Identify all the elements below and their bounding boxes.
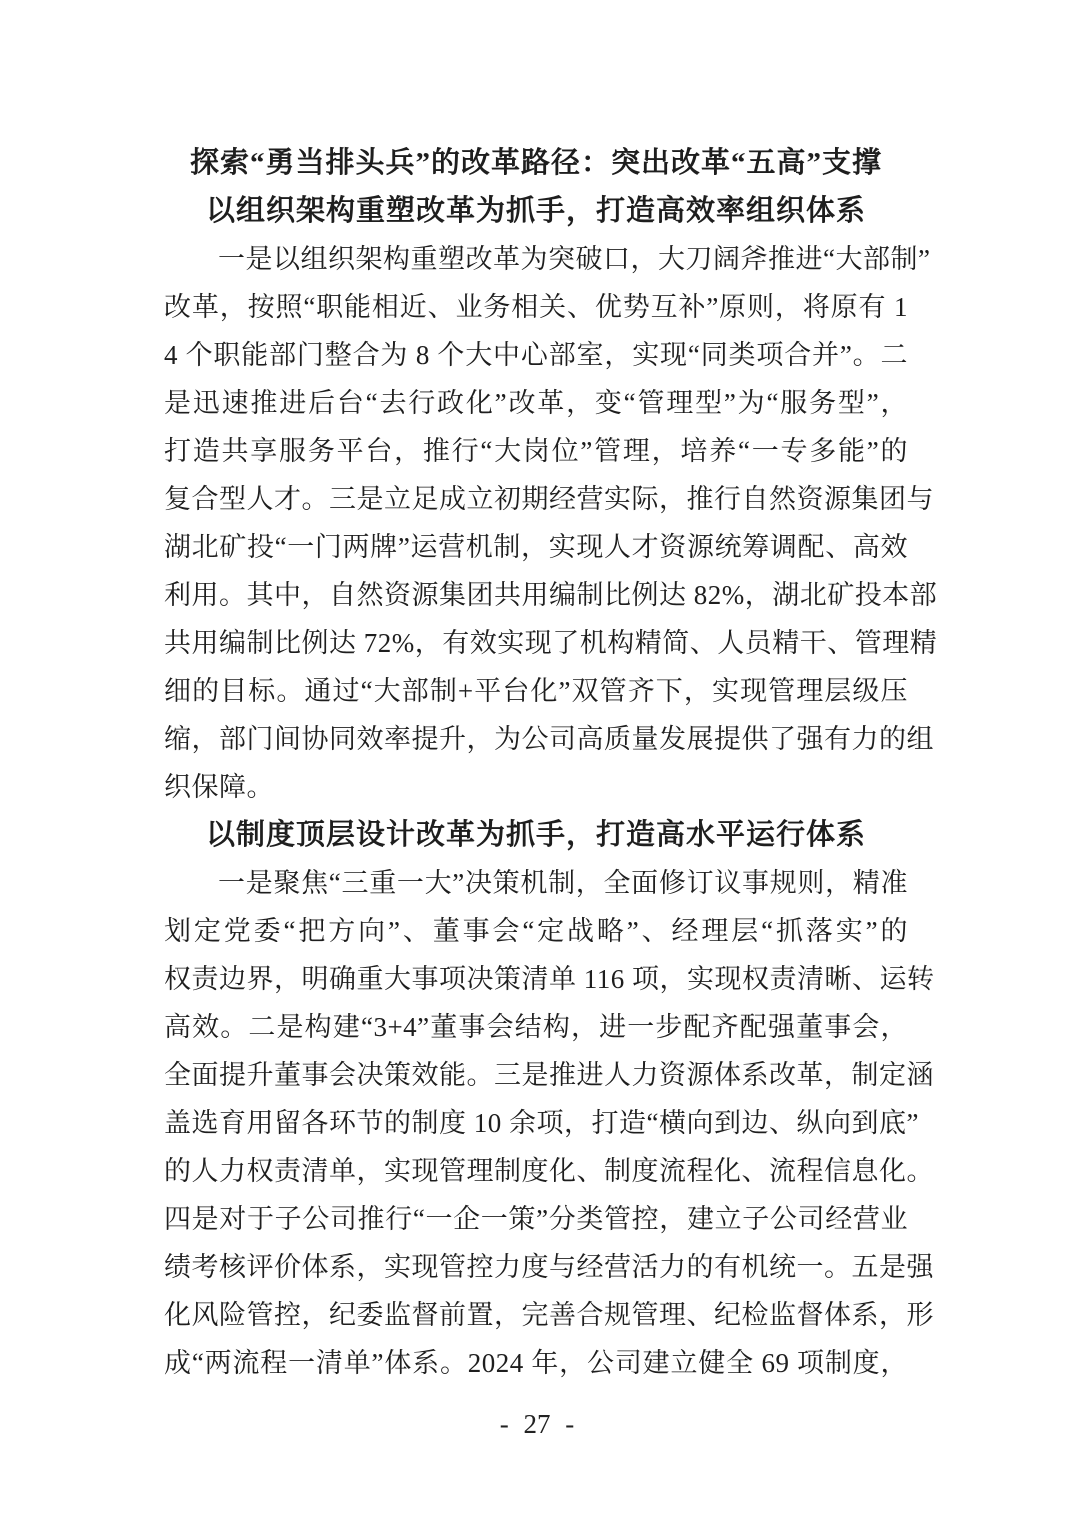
- section-heading: 以制度顶层设计改革为抓手，打造高水平运行体系: [205, 819, 866, 851]
- text-line: 全面提升董事会决策效能。三是推进人力资源体系改革，制定涵: [164, 1060, 934, 1090]
- text-line: 的人力权责清单，实现管理制度化、制度流程化、流程信息化。: [164, 1156, 934, 1186]
- text-line: 打造共享服务平台，推行“大岗位”管理，培养“一专多能”的: [164, 436, 908, 466]
- text-line: 权责边界，明确重大事项决策清单 116 项，实现权责清晰、运转: [164, 964, 935, 994]
- page-number: - 27 -: [499, 1409, 575, 1439]
- text-line: 共用编制比例达 72%，有效实现了机构精简、人员精干、管理精: [164, 628, 938, 658]
- text-line: 湖北矿投“一门两牌”运营机制，实现人才资源统筹调配、高效: [164, 532, 908, 562]
- text-line: 绩考核评价体系，实现管控力度与经营活力的有机统一。五是强: [164, 1252, 934, 1282]
- text-line: 是迅速推进后台“去行政化”改革，变“管理型”为“服务型”，: [164, 388, 908, 418]
- text-line: 织保障。: [164, 772, 274, 802]
- text-line: 划定党委“把方向”、董事会“定战略”、经理层“抓落实”的: [164, 916, 908, 946]
- text-line: 成“两流程一清单”体系。2024 年，公司建立健全 69 项制度，: [164, 1348, 908, 1378]
- text-line: 高效。二是构建“3+4”董事会结构，进一步配齐配强董事会，: [164, 1012, 908, 1042]
- text-line: 一是以组织架构重塑改革为突破口，大刀阔斧推进“大部制”: [218, 244, 931, 274]
- text-line: 缩，部门间协同效率提升，为公司高质量发展提供了强有力的组: [164, 724, 934, 754]
- text-line: 细的目标。通过“大部制+平台化”双管齐下，实现管理层级压: [164, 676, 908, 706]
- text-line: 4 个职能部门整合为 8 个大中心部室，实现“同类项合并”。二: [164, 340, 908, 370]
- text-line: 化风险管控，纪委监督前置，完善合规管理、纪检监督体系，形: [164, 1300, 934, 1330]
- section-heading: 以组织架构重塑改革为抓手，打造高效率组织体系: [205, 195, 866, 227]
- document-body: [164, 139, 938, 1387]
- text-line: 一是聚焦“三重一大”决策机制，全面修订议事规则，精准: [218, 868, 908, 898]
- text-line: 四是对于子公司推行“一企一策”分类管控，建立子公司经营业: [164, 1204, 908, 1234]
- section-heading: 探索“勇当排头兵”的改革路径：突出改革“五高”支撑: [189, 147, 882, 179]
- text-line: 改革，按照“职能相近、业务相关、优势互补”原则，将原有 1: [164, 292, 908, 322]
- text-line: 复合型人才。三是立足成立初期经营实际，推行自然资源集团与: [164, 484, 934, 514]
- text-line: 利用。其中，自然资源集团共用编制比例达 82%，湖北矿投本部: [164, 580, 938, 610]
- text-line: 盖选育用留各环节的制度 10 余项，打造“横向到边、纵向到底”: [164, 1108, 919, 1138]
